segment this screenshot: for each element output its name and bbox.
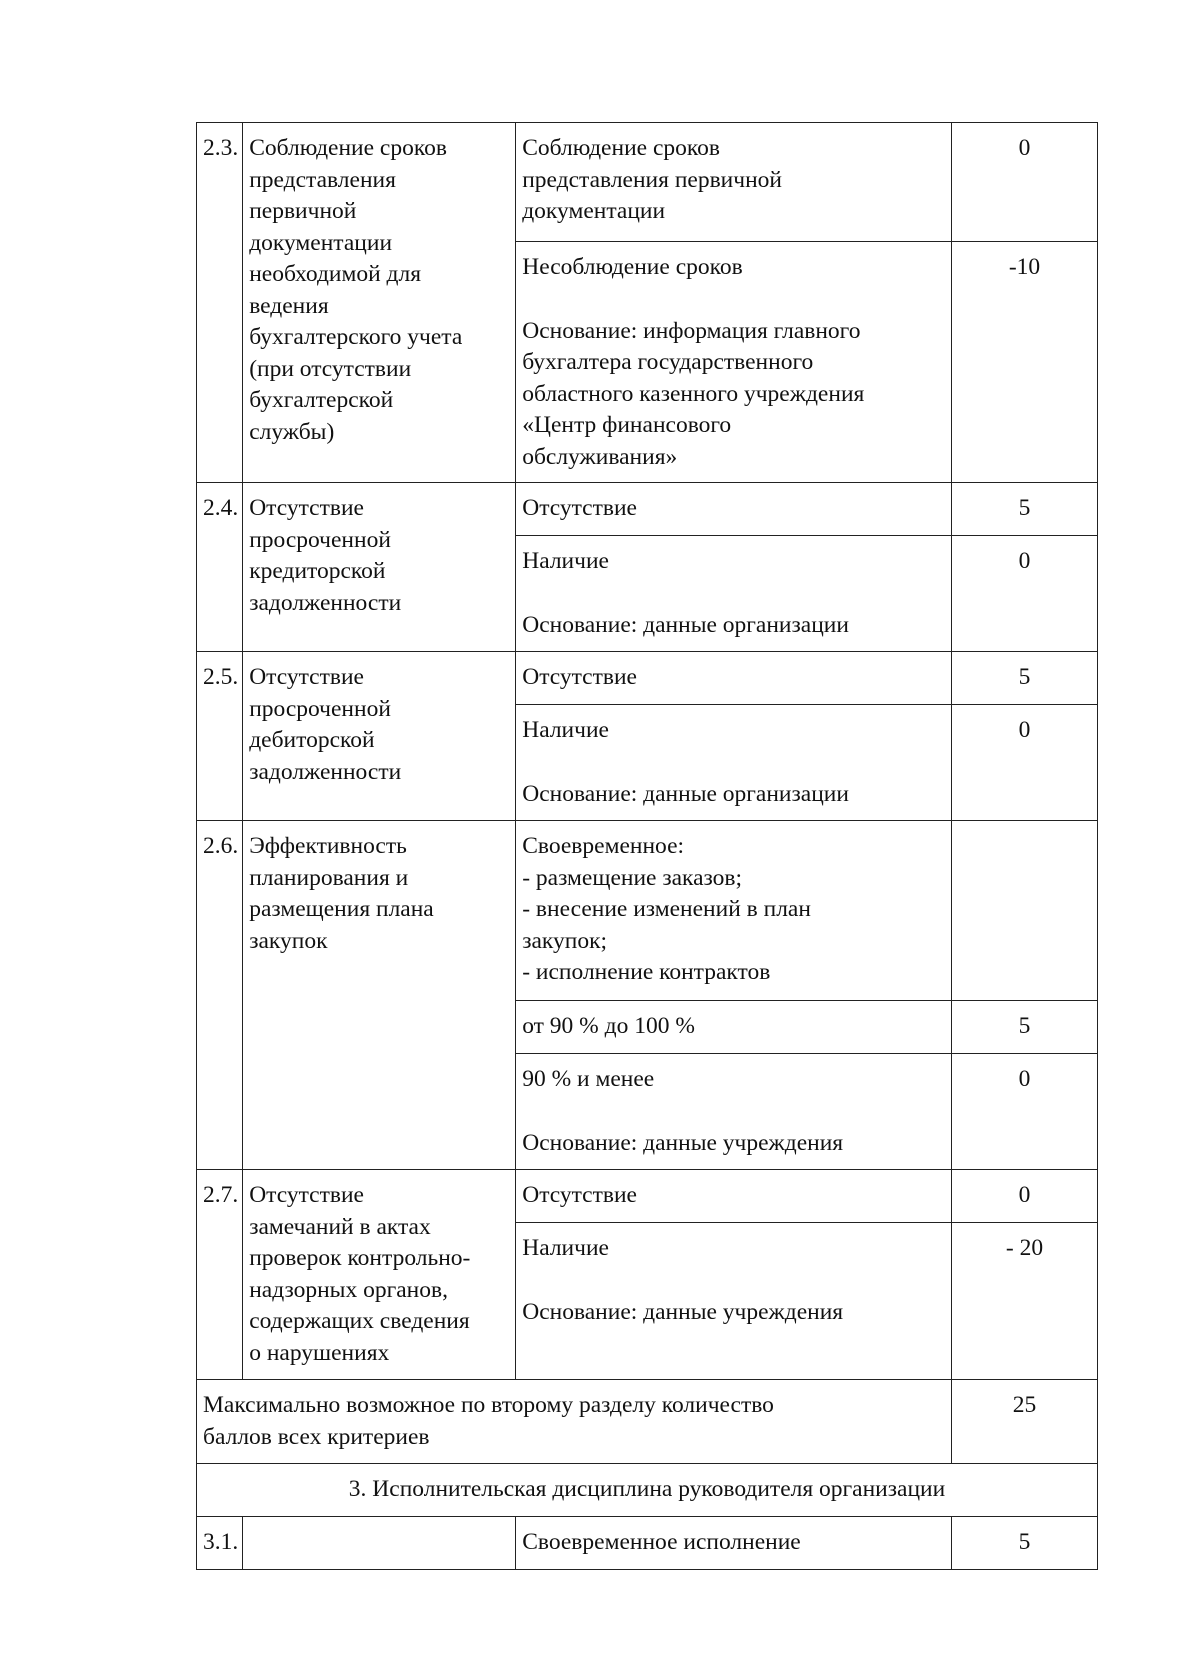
score-cell: 5 [952,1517,1098,1570]
score-cell: 5 [952,483,1098,536]
score-cell: 0 [952,536,1098,652]
condition-cell: Отсутствие [516,1170,952,1223]
condition-text: Наличие [522,1235,609,1261]
basis-text: Основание: информация главного бухгалтера государственного областного казенного учреждения «Центр финансового обслуживания» [522,317,865,470]
condition-text: Наличие [522,548,609,574]
table-row [197,652,1098,705]
score-cell: 0 [952,1170,1098,1223]
basis-text: Основание: данные учреждения [522,1298,844,1325]
basis-text: Основание: данные организации [522,780,849,807]
criteria-table [196,122,1098,1570]
score-cell [952,821,1098,1001]
table-row [197,821,1098,1001]
section-header-row [197,1464,1098,1517]
table-row [197,1517,1098,1570]
condition-cell: Соблюдение сроков представления первичной документации [516,123,952,242]
criterion-cell: Эффективность планирования и размещения плана закупок [243,821,516,1170]
criterion-cell: Отсутствие замечаний в актах проверок контрольно- надзорных органов, содержащих сведения о нарушениях [243,1170,516,1380]
row-number: 2.6. [197,821,243,1170]
score-cell: 0 [952,123,1098,242]
condition-cell [516,705,952,821]
row-number: 2.5. [197,652,243,821]
condition-cell: Отсутствие [516,483,952,536]
criterion-cell: Отсутствие просроченной кредиторской задолженности [243,483,516,652]
basis-text: Основание: данные организации [522,611,849,638]
score-cell: - 20 [952,1223,1098,1380]
score-cell: 0 [952,1054,1098,1170]
section-title: 3. Исполнительская дисциплина руководителя организации [197,1464,1098,1517]
condition-cell: от 90 % до 100 % [516,1001,952,1054]
score-cell: 0 [952,705,1098,821]
basis-text: Основание: данные учреждения [522,1129,844,1156]
criterion-cell: Отсутствие просроченной дебиторской задолженности [243,652,516,821]
condition-cell: Своевременное исполнение [516,1517,952,1570]
criterion-cell: Соблюдение сроков представления первичной документации необходимой для ведения бухгалтерского учета (при отсутствии бухгалтерской службы) [243,123,516,483]
score-cell: 5 [952,1001,1098,1054]
condition-cell [516,536,952,652]
condition-text: Несоблюдение сроков [522,254,743,280]
summary-row [197,1380,1098,1464]
table-row [197,1170,1098,1223]
criterion-cell [243,1517,516,1570]
condition-cell: Отсутствие [516,652,952,705]
condition-cell: Своевременное: - размещение заказов; - внесение изменений в план закупок; - исполнение контрактов [516,821,952,1001]
row-number: 2.4. [197,483,243,652]
row-number: 2.3. [197,123,243,483]
condition-text: Наличие [522,717,609,743]
score-cell: 5 [952,652,1098,705]
condition-text: 90 % и менее [522,1066,655,1092]
table-row [197,123,1098,242]
table-row [197,483,1098,536]
row-number: 3.1. [197,1517,243,1570]
row-number: 2.7. [197,1170,243,1380]
condition-cell [516,242,952,483]
condition-cell [516,1223,952,1380]
summary-score: 25 [952,1380,1098,1464]
summary-label: Максимально возможное по второму разделу количество баллов всех критериев [197,1380,952,1464]
score-cell: -10 [952,242,1098,483]
condition-cell [516,1054,952,1170]
